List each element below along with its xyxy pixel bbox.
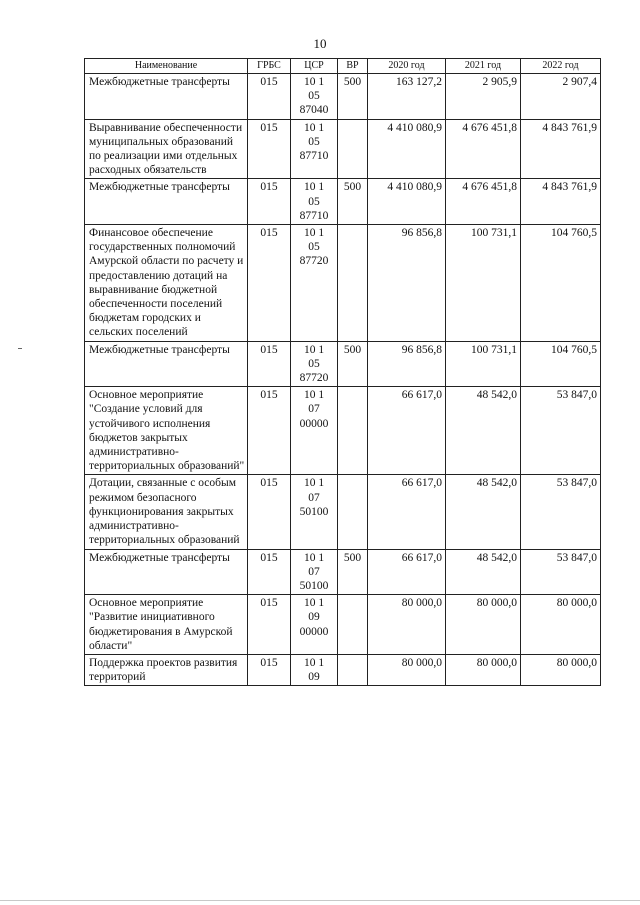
row-csr [291, 387, 338, 475]
row-2022: 53 847,0 [521, 549, 601, 595]
row-name: Выравнивание обеспеченности муниципальных образований по реализации ими отдельных расходных обязательств [85, 119, 248, 179]
csr-activity: 07 [308, 565, 320, 578]
table-row [85, 549, 601, 595]
table-row [85, 179, 601, 225]
row-2022: 4 843 761,9 [521, 179, 601, 225]
csr-activity: 05 [308, 90, 320, 103]
csr-direction: 50100 [299, 505, 329, 518]
row-vr [338, 387, 368, 475]
row-csr [291, 225, 338, 342]
csr-direction: 87720 [299, 255, 329, 268]
row-vr: 500 [338, 549, 368, 595]
csr-program: 10 1 [303, 181, 325, 194]
row-name: Дотации, связанные с особым режимом безопасного функционирования закрытых административно-территориальных образований [85, 475, 248, 549]
table-row [85, 654, 601, 685]
row-vr: 500 [338, 179, 368, 225]
row-csr [291, 179, 338, 225]
csr-direction: 87710 [299, 150, 329, 163]
csr-program: 10 1 [303, 597, 325, 610]
row-2022: 80 000,0 [521, 595, 601, 655]
row-grbs: 015 [248, 475, 291, 549]
row-vr: 500 [338, 341, 368, 387]
row-2020: 163 127,2 [368, 74, 446, 120]
table-row [85, 475, 601, 549]
row-2021: 100 731,1 [446, 341, 521, 387]
row-name: Поддержка проектов развития территорий [85, 654, 248, 685]
row-2022: 4 843 761,9 [521, 119, 601, 179]
table-row [85, 341, 601, 387]
table-row [85, 595, 601, 655]
row-csr [291, 654, 338, 685]
row-2020: 66 617,0 [368, 549, 446, 595]
csr-direction: 50100 [299, 579, 329, 592]
row-2021: 2 905,9 [446, 74, 521, 120]
header-2022: 2022 год [521, 59, 601, 74]
row-vr [338, 475, 368, 549]
csr-program: 10 1 [303, 389, 325, 402]
row-name: Межбюджетные трансферты [85, 341, 248, 387]
header-vr: ВР [338, 59, 368, 74]
csr-direction: 87720 [299, 372, 329, 385]
header-2021: 2021 год [446, 59, 521, 74]
row-2021: 80 000,0 [446, 654, 521, 685]
row-name: Межбюджетные трансферты [85, 179, 248, 225]
csr-program: 10 1 [303, 121, 325, 134]
table-row [85, 74, 601, 120]
row-csr [291, 119, 338, 179]
csr-activity: 05 [308, 195, 320, 208]
row-grbs: 015 [248, 387, 291, 475]
header-2020: 2020 год [368, 59, 446, 74]
csr-activity: 09 [308, 671, 320, 684]
row-2020: 4 410 080,9 [368, 179, 446, 225]
csr-direction: 87710 [299, 209, 329, 222]
row-2021: 80 000,0 [446, 595, 521, 655]
row-grbs: 015 [248, 74, 291, 120]
row-2020: 4 410 080,9 [368, 119, 446, 179]
row-2020: 80 000,0 [368, 595, 446, 655]
row-vr [338, 654, 368, 685]
row-2022: 104 760,5 [521, 341, 601, 387]
row-2021: 48 542,0 [446, 549, 521, 595]
csr-activity: 05 [308, 357, 320, 370]
row-csr [291, 74, 338, 120]
csr-activity: 09 [308, 611, 320, 624]
row-csr [291, 475, 338, 549]
row-name: Финансовое обеспечение государственных полномочий Амурской области по расчету и предоставлению дотаций на выравнивание бюджетной обеспеченности поселений бюджетам городских и сельских поселений [85, 225, 248, 342]
row-name: Межбюджетные трансферты [85, 74, 248, 120]
row-2020: 96 856,8 [368, 225, 446, 342]
csr-program: 10 1 [303, 227, 325, 240]
row-name: Основное мероприятие "Создание условий для устойчивого исполнения бюджетов закрытых административно-территориальных образований" [85, 387, 248, 475]
row-2022: 2 907,4 [521, 74, 601, 120]
row-2020: 96 856,8 [368, 341, 446, 387]
row-csr [291, 549, 338, 595]
row-grbs: 015 [248, 179, 291, 225]
csr-program: 10 1 [303, 656, 325, 669]
row-grbs: 015 [248, 119, 291, 179]
row-vr [338, 119, 368, 179]
csr-program: 10 1 [303, 343, 325, 356]
table-header-row [85, 59, 601, 74]
margin-mark [18, 348, 22, 349]
row-2020: 66 617,0 [368, 387, 446, 475]
row-2020: 80 000,0 [368, 654, 446, 685]
csr-program: 10 1 [303, 551, 325, 564]
page-bottom-rule [0, 900, 640, 901]
csr-program: 10 1 [303, 477, 325, 490]
csr-activity: 07 [308, 491, 320, 504]
row-2021: 4 676 451,8 [446, 179, 521, 225]
row-2021: 4 676 451,8 [446, 119, 521, 179]
row-csr [291, 341, 338, 387]
row-csr [291, 595, 338, 655]
header-csr: ЦСР [291, 59, 338, 74]
row-2022: 53 847,0 [521, 387, 601, 475]
row-grbs: 015 [248, 549, 291, 595]
csr-direction: 00000 [299, 625, 329, 638]
row-2020: 66 617,0 [368, 475, 446, 549]
page-number: 10 [313, 36, 327, 51]
row-2021: 48 542,0 [446, 387, 521, 475]
row-grbs: 015 [248, 225, 291, 342]
row-2022: 80 000,0 [521, 654, 601, 685]
csr-direction: 87040 [299, 104, 329, 117]
table-row [85, 387, 601, 475]
row-2022: 53 847,0 [521, 475, 601, 549]
row-grbs: 015 [248, 654, 291, 685]
csr-activity: 05 [308, 241, 320, 254]
row-name: Основное мероприятие "Развитие инициативного бюджетирования в Амурской области" [85, 595, 248, 655]
row-vr [338, 595, 368, 655]
row-name: Межбюджетные трансферты [85, 549, 248, 595]
row-vr: 500 [338, 74, 368, 120]
header-grbs: ГРБС [248, 59, 291, 74]
row-2021: 48 542,0 [446, 475, 521, 549]
table-row [85, 119, 601, 179]
csr-direction: 00000 [299, 417, 329, 430]
row-grbs: 015 [248, 341, 291, 387]
row-vr [338, 225, 368, 342]
row-2022: 104 760,5 [521, 225, 601, 342]
csr-activity: 05 [308, 135, 320, 148]
budget-table [84, 58, 601, 686]
row-grbs: 015 [248, 595, 291, 655]
header-name: Наименование [85, 59, 248, 74]
row-2021: 100 731,1 [446, 225, 521, 342]
csr-program: 10 1 [303, 76, 325, 88]
csr-activity: 07 [308, 403, 320, 416]
table-row [85, 225, 601, 342]
